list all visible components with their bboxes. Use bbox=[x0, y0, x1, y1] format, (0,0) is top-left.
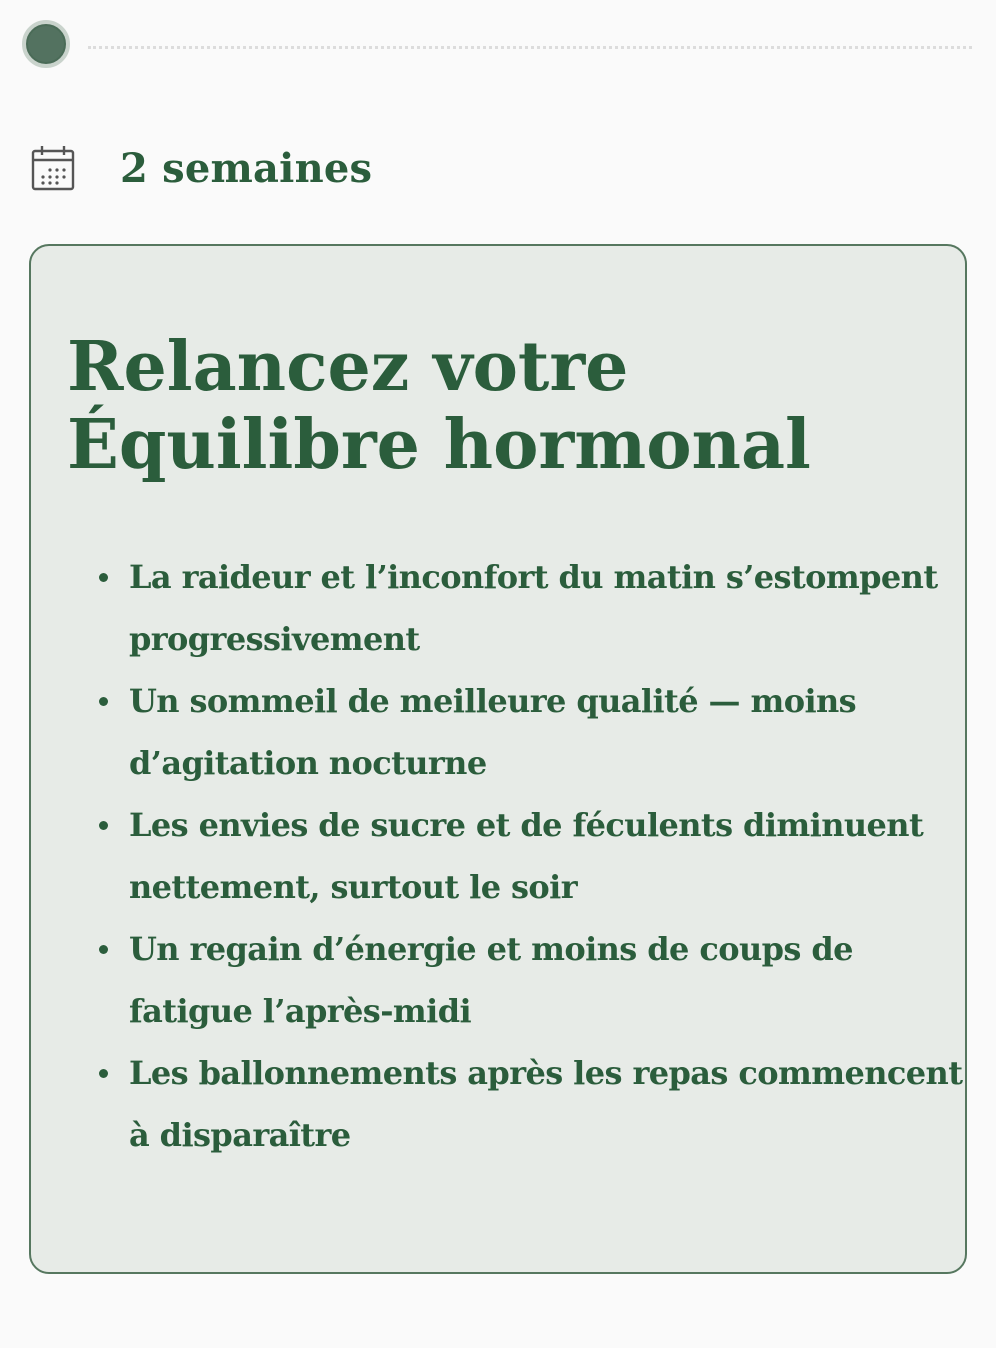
benefits-card bbox=[29, 244, 967, 1274]
timeline bbox=[22, 20, 972, 76]
benefit-item: La raideur et l’inconfort du matin s’estompent progressivement bbox=[129, 546, 969, 670]
benefit-item: Un regain d’énergie et moins de coups de fatigue l’après-midi bbox=[129, 918, 969, 1042]
benefit-item: Les envies de sucre et de féculents diminuent nettement, surtout le soir bbox=[129, 794, 969, 918]
calendar-icon bbox=[30, 143, 76, 193]
card-title-line-2: Équilibre hormonal bbox=[67, 405, 811, 485]
duration-label: 2 semaines bbox=[120, 144, 373, 192]
benefit-item: Un sommeil de meilleure qualité — moins d’agitation nocturne bbox=[129, 670, 969, 794]
duration-header bbox=[30, 140, 372, 196]
card-title-line-1: Relancez votre bbox=[67, 327, 629, 407]
timeline-dot-icon bbox=[22, 20, 70, 68]
benefits-list bbox=[97, 546, 969, 1166]
benefit-item: Les ballonnements après les repas commencent à disparaître bbox=[129, 1042, 969, 1166]
card-title bbox=[67, 328, 811, 484]
timeline-connector bbox=[88, 46, 972, 49]
